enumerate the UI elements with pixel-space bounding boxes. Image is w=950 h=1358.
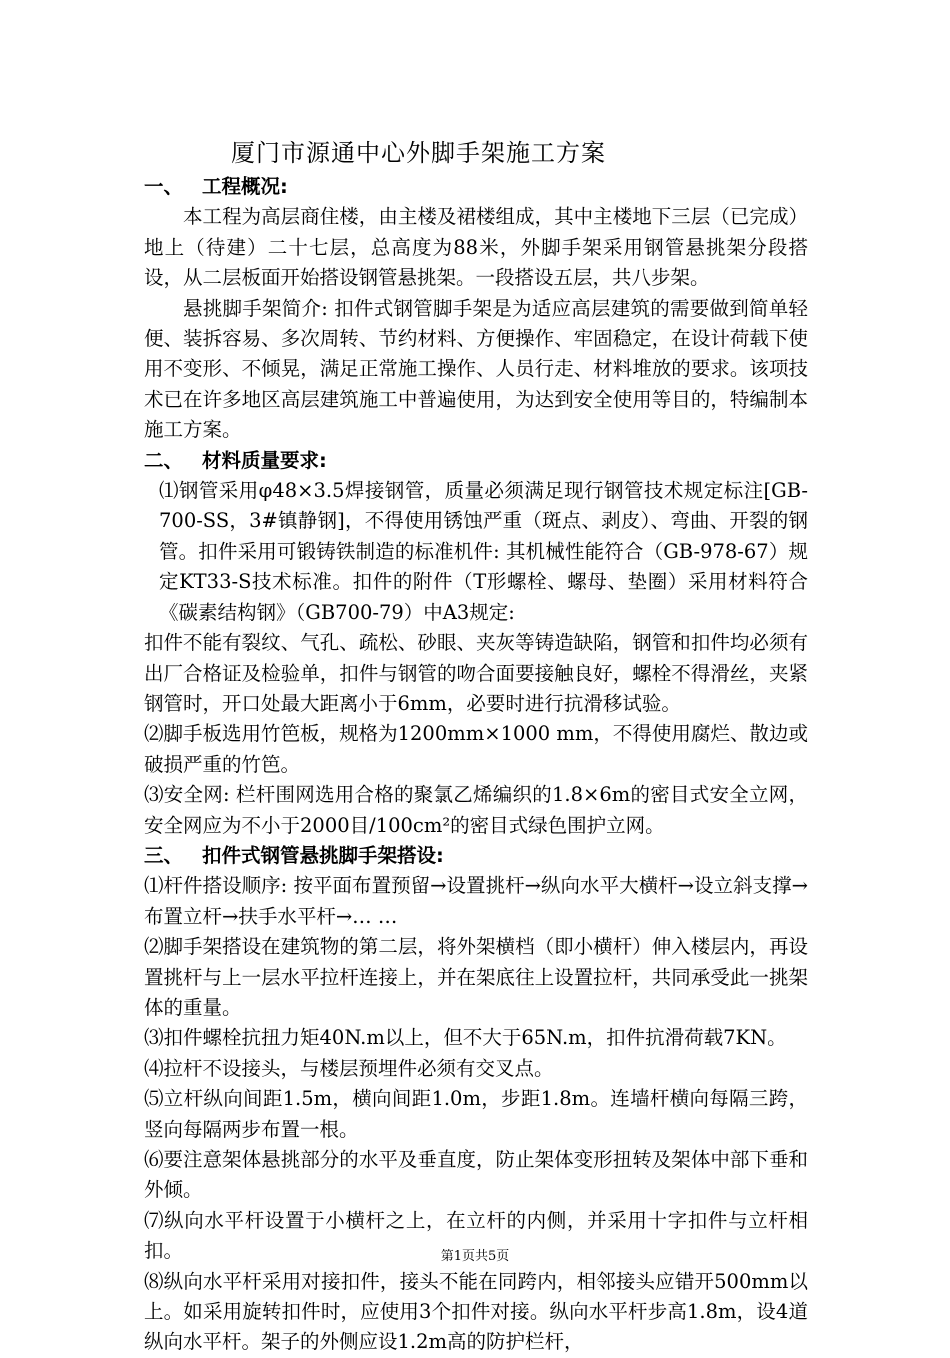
paragraph: ⑶安全网: 栏杆围网选用合格的聚氯乙烯编织的1.8×6m的密目式安全立网，安全网应为不小于2000目/100cm²的密目式绿色围护立网。 [144, 783, 808, 837]
paragraph: ⑴钢管采用φ48×3.5焊接钢管，质量必须满足现行钢管技术规定标注[GB-700-SS，3#镇静钢]，不得使用锈蚀严重（斑点、剥皮）、弯曲、开裂的钢管。扣件采用可锻铸铁制造的标准机件: 其机械性能符合（GB-978-67）规定KT33-S技术标准。扣件的附件（T形螺栓、螺母、垫圈）采用材料符合《碳素结构钢》（GB700-79）中A3规定: [159, 479, 808, 624]
section-title: 工程概况: [202, 175, 288, 198]
document-body [144, 172, 808, 1358]
paragraph: 扣件不能有裂纹、气孔、疏松、砂眼、夹灰等铸造缺陷，钢管和扣件均必须有出厂合格证及检验单，扣件与钢管的吻合面要接触良好，螺栓不得滑丝，夹紧钢管时，开口处最大距离小于6mm，必要时进行抗滑移试验。 [144, 631, 808, 715]
paragraph: ⑴杆件搭设顺序: 按平面布置预留→设置挑杆→纵向水平大横杆→设立斜支撑→布置立杆→扶手水平杆→… … [144, 874, 808, 928]
paragraph: 本工程为高层商住楼，由主楼及裙楼组成，其中主楼地下三层（已完成）地上（待建）二十七层，总高度为88米，外脚手架采用钢管悬挑架分段搭设，从二层板面开始搭设钢管悬挑架。一段搭设五层，共八步架。 [144, 205, 808, 290]
paragraph: ⑸立杆纵向间距1.5m，横向间距1.0m，步距1.8m。连墙杆横向每隔三跨，竖向每隔两步布置一根。 [144, 1087, 808, 1141]
paragraph: ⑵脚手架搭设在建筑物的第二层，将外架横档（即小横杆）伸入楼层内，再设置挑杆与上一层水平拉杆连接上，并在架底往上设置拉杆，共同承受此一挑架体的重量。 [144, 935, 808, 1019]
paragraph: 悬挑脚手架简介: 扣件式钢管脚手架是为适应高层建筑的需要做到简单轻便、装拆容易、多次周转、节约材料、方便操作、牢固稳定，在设计荷载下使用不变形、不倾晃，满足正常施工操作、人员行走、材料堆放的要求。该项技术已在许多地区高层建筑施工中普遍使用，为达到安全使用等目的，特编制本施工方案。 [144, 296, 808, 442]
section-heading-1 [144, 172, 808, 202]
paragraph: ⑹要注意架体悬挑部分的水平及垂直度，防止架体变形扭转及架体中部下垂和外倾。 [144, 1148, 808, 1202]
section-number: 一、 [144, 175, 184, 198]
section-number: 二、 [144, 448, 184, 472]
paragraph: ⑷拉杆不设接头，与楼层预埋件必须有交叉点。 [144, 1056, 554, 1080]
section-number: 三、 [144, 843, 184, 867]
section-title: 扣件式钢管悬挑脚手架搭设: [202, 843, 444, 867]
paragraph: ⑺纵向水平杆设置于小横杆之上，在立杆的内侧，并采用十字扣件与立杆相扣。 [144, 1208, 808, 1263]
paragraph: ⑵脚手板选用竹笆板，规格为1200mm×1000 mm，不得使用腐烂、散边或破损严重的竹笆。 [144, 722, 808, 776]
section-heading-3 [144, 841, 808, 871]
section-heading-2 [144, 446, 808, 476]
paragraph: ⑶扣件螺栓抗扭力矩40N.m以上，但不大于65N.m，扣件抗滑荷载7KN。 [144, 1026, 787, 1050]
document-title: 厦门市源通中心外脚手架施工方案 [231, 139, 606, 167]
page-footer: 第1页共5页 [440, 1249, 510, 1264]
paragraph: ⑻纵向水平杆采用对接扣件，接头不能在同跨内，相邻接头应错开500mm以上。如采用旋转扣件时，应使用3个扣件对接。纵向水平杆步高1.8m，设4道纵向水平杆。架子的外侧应设1.2m高的防护栏杆， [144, 1269, 808, 1354]
section-title: 材料质量要求: [202, 448, 327, 472]
